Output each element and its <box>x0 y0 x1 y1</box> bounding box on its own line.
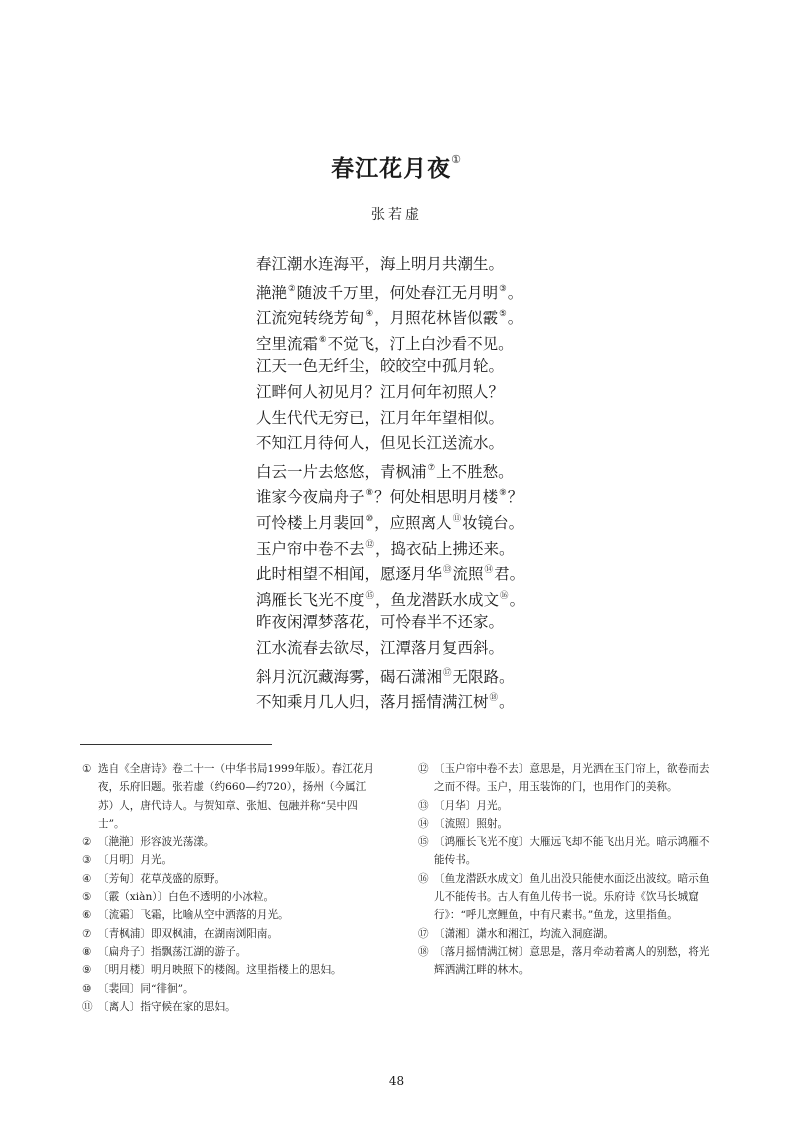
poem-text: ，应照离人 <box>374 514 452 533</box>
poem-text: 随波千万里，何处春江无月明 <box>296 283 499 302</box>
footnote-text: 〔芳甸〕花草茂盛的原野。 <box>98 872 226 885</box>
poem-line <box>256 406 556 432</box>
footnote-number: ⑩ <box>82 982 92 995</box>
footnote-item <box>82 906 382 924</box>
poem-text: ，捣衣砧上拂还来。 <box>375 539 515 558</box>
poem-text: 江流宛转绕芳甸 <box>256 309 365 328</box>
footnote-text: 〔落月摇情满江树〕意思是，落月牵动着离人的别愁，将光辉洒满江畔的林木。 <box>434 945 710 977</box>
footnote-text: 〔月华〕月光。 <box>434 799 509 812</box>
poem-line <box>256 329 556 355</box>
footnote-item <box>82 833 382 851</box>
footnote-mark: ⑩ <box>365 513 374 524</box>
footnote-text: 选自《全唐诗》卷二十一（中华书局1999年版）。春江花月夜，乐府旧题。张若虚（约660—约720），扬州（今属江苏）人，唐代诗人。与贺知章、张旭、包融并称“吴中四士”。 <box>98 763 374 830</box>
footnote-number: ③ <box>82 854 92 867</box>
poem-line <box>256 457 556 483</box>
poem-text: 妆镜台。 <box>462 514 525 533</box>
poem-text: ，鱼龙潜跃水成文 <box>375 590 500 609</box>
title-footnote-mark: ① <box>451 153 462 167</box>
poem-text: 。 <box>509 590 526 609</box>
poem-text: 。 <box>507 309 524 328</box>
footnote-mark: ⑰ <box>443 667 452 678</box>
footnote-mark: ⑪ <box>452 513 462 524</box>
footnotes-right-column <box>418 760 718 980</box>
footnote-text: 〔鸿雁长飞光不度〕大雁远飞却不能飞出月光。暗示鸿雁不能传书。 <box>434 836 710 867</box>
footnote-text: 〔霰（xiàn）〕白色不透明的小冰粒。 <box>98 891 275 904</box>
footnote-text: 〔青枫浦〕即双枫浦，在湖南浏阳南。 <box>98 927 279 940</box>
poem-text: 不觉飞，汀上白沙看不见。 <box>327 334 514 353</box>
footnote-text: 〔裴回〕同“徘徊”。 <box>98 982 194 995</box>
footnote-text: 〔流霜〕飞霜，比喻从空中洒落的月光。 <box>98 909 289 922</box>
footnote-text: 〔鱼龙潜跃水成文〕鱼儿出没只能使水面泛出波纹。暗示鱼儿不能传书。古人有鱼儿传书一说。乐府诗《饮马长城窟行》：“呼儿烹鲤鱼，中有尺素书。”鱼龙，这里指鱼。 <box>434 872 710 922</box>
footnote-item <box>82 943 382 961</box>
footnote-item <box>418 870 718 925</box>
footnote-number: ⑮ <box>418 836 429 849</box>
footnote-mark: ⑯ <box>500 590 509 601</box>
footnote-number: ① <box>82 763 92 775</box>
footnote-item <box>82 961 382 979</box>
footnote-number: ⑤ <box>82 891 92 904</box>
poem-line <box>256 559 556 585</box>
footnote-item <box>82 980 382 998</box>
footnote-text: 〔扁舟子〕指飘荡江湖的游子。 <box>98 945 247 958</box>
footnote-number: ⑰ <box>418 927 429 940</box>
poem-line <box>256 482 556 508</box>
footnote-mark: ⑥ <box>319 334 327 345</box>
footnote-item <box>82 888 382 906</box>
footnote-mark: ⑮ <box>365 590 375 601</box>
poem-text: 春江潮水连海平，海上明月共潮生。 <box>256 255 505 273</box>
poem-text: 斜月沉沉藏海雾，碣石潇湘 <box>256 667 443 686</box>
poem-text: 流照 <box>452 565 484 584</box>
footnote-text: 〔月明〕月光。 <box>98 854 173 867</box>
footnote-mark: ⑤ <box>499 309 507 320</box>
poem-text: 谁家今夜扁舟子 <box>256 488 365 507</box>
poem-text: 空里流霜 <box>256 334 319 353</box>
poem-text: 此时相望不相闻，愿逐月华 <box>256 565 443 584</box>
page-number: 48 <box>388 1074 405 1088</box>
poem-text: 昨夜闲潭梦落花，可怜春半不还家。 <box>256 613 505 632</box>
footnote-mark: ⑱ <box>489 693 499 704</box>
footnote-text: 〔明月楼〕明月映照下的楼阁。这里指楼上的思妇。 <box>98 964 342 977</box>
poem-text: 不知乘月几人归，落月摇情满江树 <box>256 693 489 712</box>
footnote-number: ⑦ <box>82 927 92 940</box>
poem-line <box>256 303 556 329</box>
poem-author: 张若虚 <box>371 207 422 223</box>
poem-line <box>256 431 556 457</box>
footnote-number: ⑥ <box>82 909 92 922</box>
footnote-number: ⑧ <box>82 945 92 958</box>
footnote-item <box>418 797 718 815</box>
footnote-mark: ⑬ <box>443 565 452 576</box>
footnote-text: 〔离人〕指守候在家的思妇。 <box>98 1000 236 1013</box>
footnotes-left-column <box>82 760 382 1016</box>
poem-text: 玉户帘中卷不去 <box>256 539 365 558</box>
poem-line <box>256 508 556 534</box>
footnote-number: ⑯ <box>418 872 429 885</box>
footnote-item <box>82 998 382 1016</box>
poem-line <box>256 636 556 662</box>
footnote-text: 〔滟滟〕形容波光荡漾。 <box>98 836 215 849</box>
footnote-number: ⑱ <box>418 945 429 958</box>
poem-body <box>256 252 556 713</box>
footnote-item <box>82 851 382 869</box>
footnote-item <box>82 870 382 888</box>
poem-title-text: 春江花月夜 <box>331 155 452 182</box>
footnote-item <box>418 943 718 980</box>
poem-line <box>256 252 556 278</box>
footnote-number: ⑭ <box>418 817 429 830</box>
footnote-mark: ⑦ <box>427 462 436 473</box>
poem-text: 滟滟 <box>256 283 288 302</box>
footnote-mark: ⑨ <box>499 488 507 499</box>
poem-line <box>256 662 556 688</box>
poem-text: 无限路。 <box>452 667 515 686</box>
poem-text: ，月照花林皆似霰 <box>374 309 499 328</box>
poem-line <box>256 354 556 380</box>
footnote-mark: ⑧ <box>365 488 374 499</box>
poem-line <box>256 585 556 611</box>
poem-text: 人生代代无穷已，江月年年望相似。 <box>256 408 505 427</box>
footnote-number: ⑪ <box>82 1000 93 1013</box>
poem-text: 君。 <box>494 565 526 584</box>
poem-text: 上不胜愁。 <box>436 462 514 481</box>
poem-text: 江天一色无纤尘，皎皎空中孤月轮。 <box>256 357 505 376</box>
poem-text: 白云一片去悠悠，青枫浦 <box>256 462 427 481</box>
poem-text: 可怜楼上月裴回 <box>256 514 365 533</box>
footnote-item <box>418 760 718 797</box>
poem-line <box>256 534 556 560</box>
footnote-number: ⑨ <box>82 964 92 977</box>
footnote-item <box>82 760 382 833</box>
poem-line <box>256 610 556 636</box>
poem-line <box>256 278 556 304</box>
poem-title <box>0 150 793 183</box>
footnote-number: ⑬ <box>418 799 429 812</box>
poem-text: ？ <box>507 488 524 507</box>
footnote-mark: ③ <box>499 283 507 294</box>
footnote-mark: ⑭ <box>484 565 494 576</box>
footnote-divider <box>80 744 272 745</box>
footnote-mark: ④ <box>365 309 374 320</box>
footnote-mark: ② <box>288 283 296 294</box>
footnote-item <box>82 925 382 943</box>
footnote-number: ④ <box>82 872 92 885</box>
footnote-number: ② <box>82 836 92 849</box>
poem-line <box>256 380 556 406</box>
footnote-item <box>418 833 718 870</box>
footnote-number: ⑫ <box>418 763 429 775</box>
footnote-text: 〔玉户帘中卷不去〕意思是，月光洒在玉门帘上，欲卷而去之而不得。玉户，用玉装饰的门，也用作门的美称。 <box>434 763 710 794</box>
poem-text: 不知江月待何人，但见长江送流水。 <box>256 434 505 453</box>
poem-line <box>256 687 556 713</box>
poem-text: 。 <box>499 693 515 712</box>
poem-text: 鸿雁长飞光不度 <box>256 590 365 609</box>
footnote-text: 〔流照〕照射。 <box>434 817 509 830</box>
poem-text: ？何处相思明月楼 <box>374 488 499 507</box>
footnote-item <box>418 815 718 833</box>
poem-text: 。 <box>507 283 524 302</box>
footnote-item <box>418 925 718 943</box>
poem-text: 江畔何人初见月？江月何年初照人？ <box>256 382 505 401</box>
footnote-text: 〔潇湘〕潇水和湘江，均流入洞庭湖。 <box>434 927 615 940</box>
footnote-mark: ⑫ <box>365 539 375 550</box>
poem-text: 江水流春去欲尽，江潭落月复西斜。 <box>256 638 505 657</box>
